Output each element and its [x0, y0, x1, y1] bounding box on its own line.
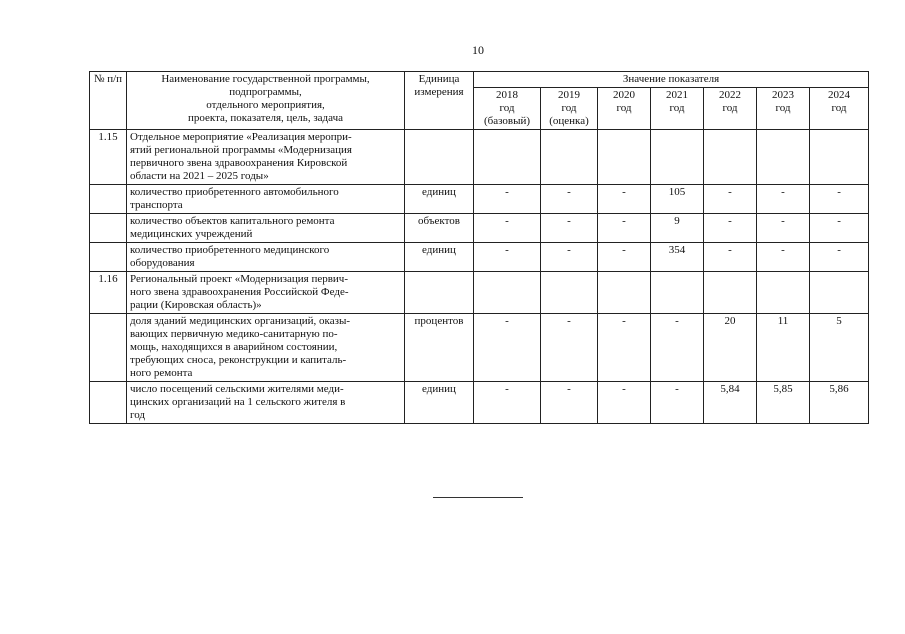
row-value	[757, 130, 810, 185]
row-unit: единиц	[405, 243, 474, 272]
row-value	[704, 272, 757, 314]
table-row	[90, 185, 869, 214]
row-value: 5	[810, 314, 869, 382]
row-value: 105	[651, 185, 704, 214]
row-value: -	[474, 243, 541, 272]
row-value: -	[651, 382, 704, 424]
row-value: -	[810, 243, 869, 272]
row-unit: единиц	[405, 185, 474, 214]
header-year: 2021 год	[651, 88, 704, 130]
row-number	[90, 314, 127, 382]
header-year: 2022 год	[704, 88, 757, 130]
row-value: -	[704, 243, 757, 272]
row-number: 1.15	[90, 130, 127, 185]
row-value: -	[598, 243, 651, 272]
row-value: -	[651, 314, 704, 382]
row-value: -	[474, 214, 541, 243]
row-value: -	[474, 382, 541, 424]
row-value	[810, 272, 869, 314]
row-value: 5,85	[757, 382, 810, 424]
row-value: -	[541, 185, 598, 214]
row-name: количество объектов капитального ремонта медицинских учреждений	[127, 214, 405, 243]
row-value: -	[810, 214, 869, 243]
row-value	[810, 130, 869, 185]
table-row	[90, 243, 869, 272]
row-value: 5,86	[810, 382, 869, 424]
row-number	[90, 243, 127, 272]
row-value: -	[757, 185, 810, 214]
row-value	[541, 272, 598, 314]
table-row	[90, 214, 869, 243]
row-value: -	[598, 314, 651, 382]
row-name: доля зданий медицинских организаций, оказы- вающих первичную медико-санитарную по- мощь, находящихся в аварийном состоянии, требующих сноса, реконструкции и капиталь- ного ремонта	[127, 314, 405, 382]
row-value: -	[757, 243, 810, 272]
row-name: количество приобретенного автомобильного транспорта	[127, 185, 405, 214]
row-value: 20	[704, 314, 757, 382]
header-num: № п/п	[90, 72, 127, 130]
row-number	[90, 214, 127, 243]
row-value: -	[704, 214, 757, 243]
row-value: -	[757, 214, 810, 243]
row-unit: объектов	[405, 214, 474, 243]
row-unit	[405, 130, 474, 185]
header-name: Наименование государственной программы, подпрограммы, отдельного мероприятия, проекта, показателя, цель, задача	[127, 72, 405, 130]
row-value	[757, 272, 810, 314]
row-value: -	[541, 214, 598, 243]
footer-divider	[433, 497, 523, 498]
row-value: 354	[651, 243, 704, 272]
row-unit	[405, 272, 474, 314]
row-name: Региональный проект «Модернизация первич- ного звена здравоохранения Российской Феде- рации (Кировская область)»	[127, 272, 405, 314]
row-value: 9	[651, 214, 704, 243]
header-unit: Единица измерения	[405, 72, 474, 130]
row-value: -	[704, 185, 757, 214]
table-row	[90, 272, 869, 314]
page-number: 10	[472, 43, 484, 57]
row-unit: процентов	[405, 314, 474, 382]
row-value: -	[598, 214, 651, 243]
indicator-table	[89, 71, 869, 424]
row-value	[474, 130, 541, 185]
row-value: -	[810, 185, 869, 214]
row-value	[474, 272, 541, 314]
header-year: 2020 год	[598, 88, 651, 130]
row-value	[598, 130, 651, 185]
row-value: -	[541, 243, 598, 272]
header-year: 2018 год (базовый)	[474, 88, 541, 130]
row-name: Отдельное мероприятие «Реализация меропри- ятий региональной программы «Модернизация первичного звена здравоохранения Кировской области на 2021 – 2025 годы»	[127, 130, 405, 185]
row-value	[651, 130, 704, 185]
row-value	[704, 130, 757, 185]
table-row	[90, 130, 869, 185]
row-value	[541, 130, 598, 185]
header-year: 2019 год (оценка)	[541, 88, 598, 130]
row-value: -	[598, 382, 651, 424]
row-number	[90, 185, 127, 214]
row-name: число посещений сельскими жителями меди- цинских организаций на 1 сельского жителя в год	[127, 382, 405, 424]
header-year: 2024 год	[810, 88, 869, 130]
row-value: -	[541, 314, 598, 382]
row-value: -	[541, 382, 598, 424]
row-value: -	[474, 185, 541, 214]
row-unit: единиц	[405, 382, 474, 424]
row-number: 1.16	[90, 272, 127, 314]
row-number	[90, 382, 127, 424]
row-value: -	[598, 185, 651, 214]
row-value	[651, 272, 704, 314]
table-row	[90, 382, 869, 424]
header-year: 2023 год	[757, 88, 810, 130]
row-value	[598, 272, 651, 314]
row-value: -	[474, 314, 541, 382]
row-value: 11	[757, 314, 810, 382]
header-value: Значение показателя	[474, 72, 869, 88]
row-name: количество приобретенного медицинского оборудования	[127, 243, 405, 272]
row-value: 5,84	[704, 382, 757, 424]
table-row	[90, 314, 869, 382]
